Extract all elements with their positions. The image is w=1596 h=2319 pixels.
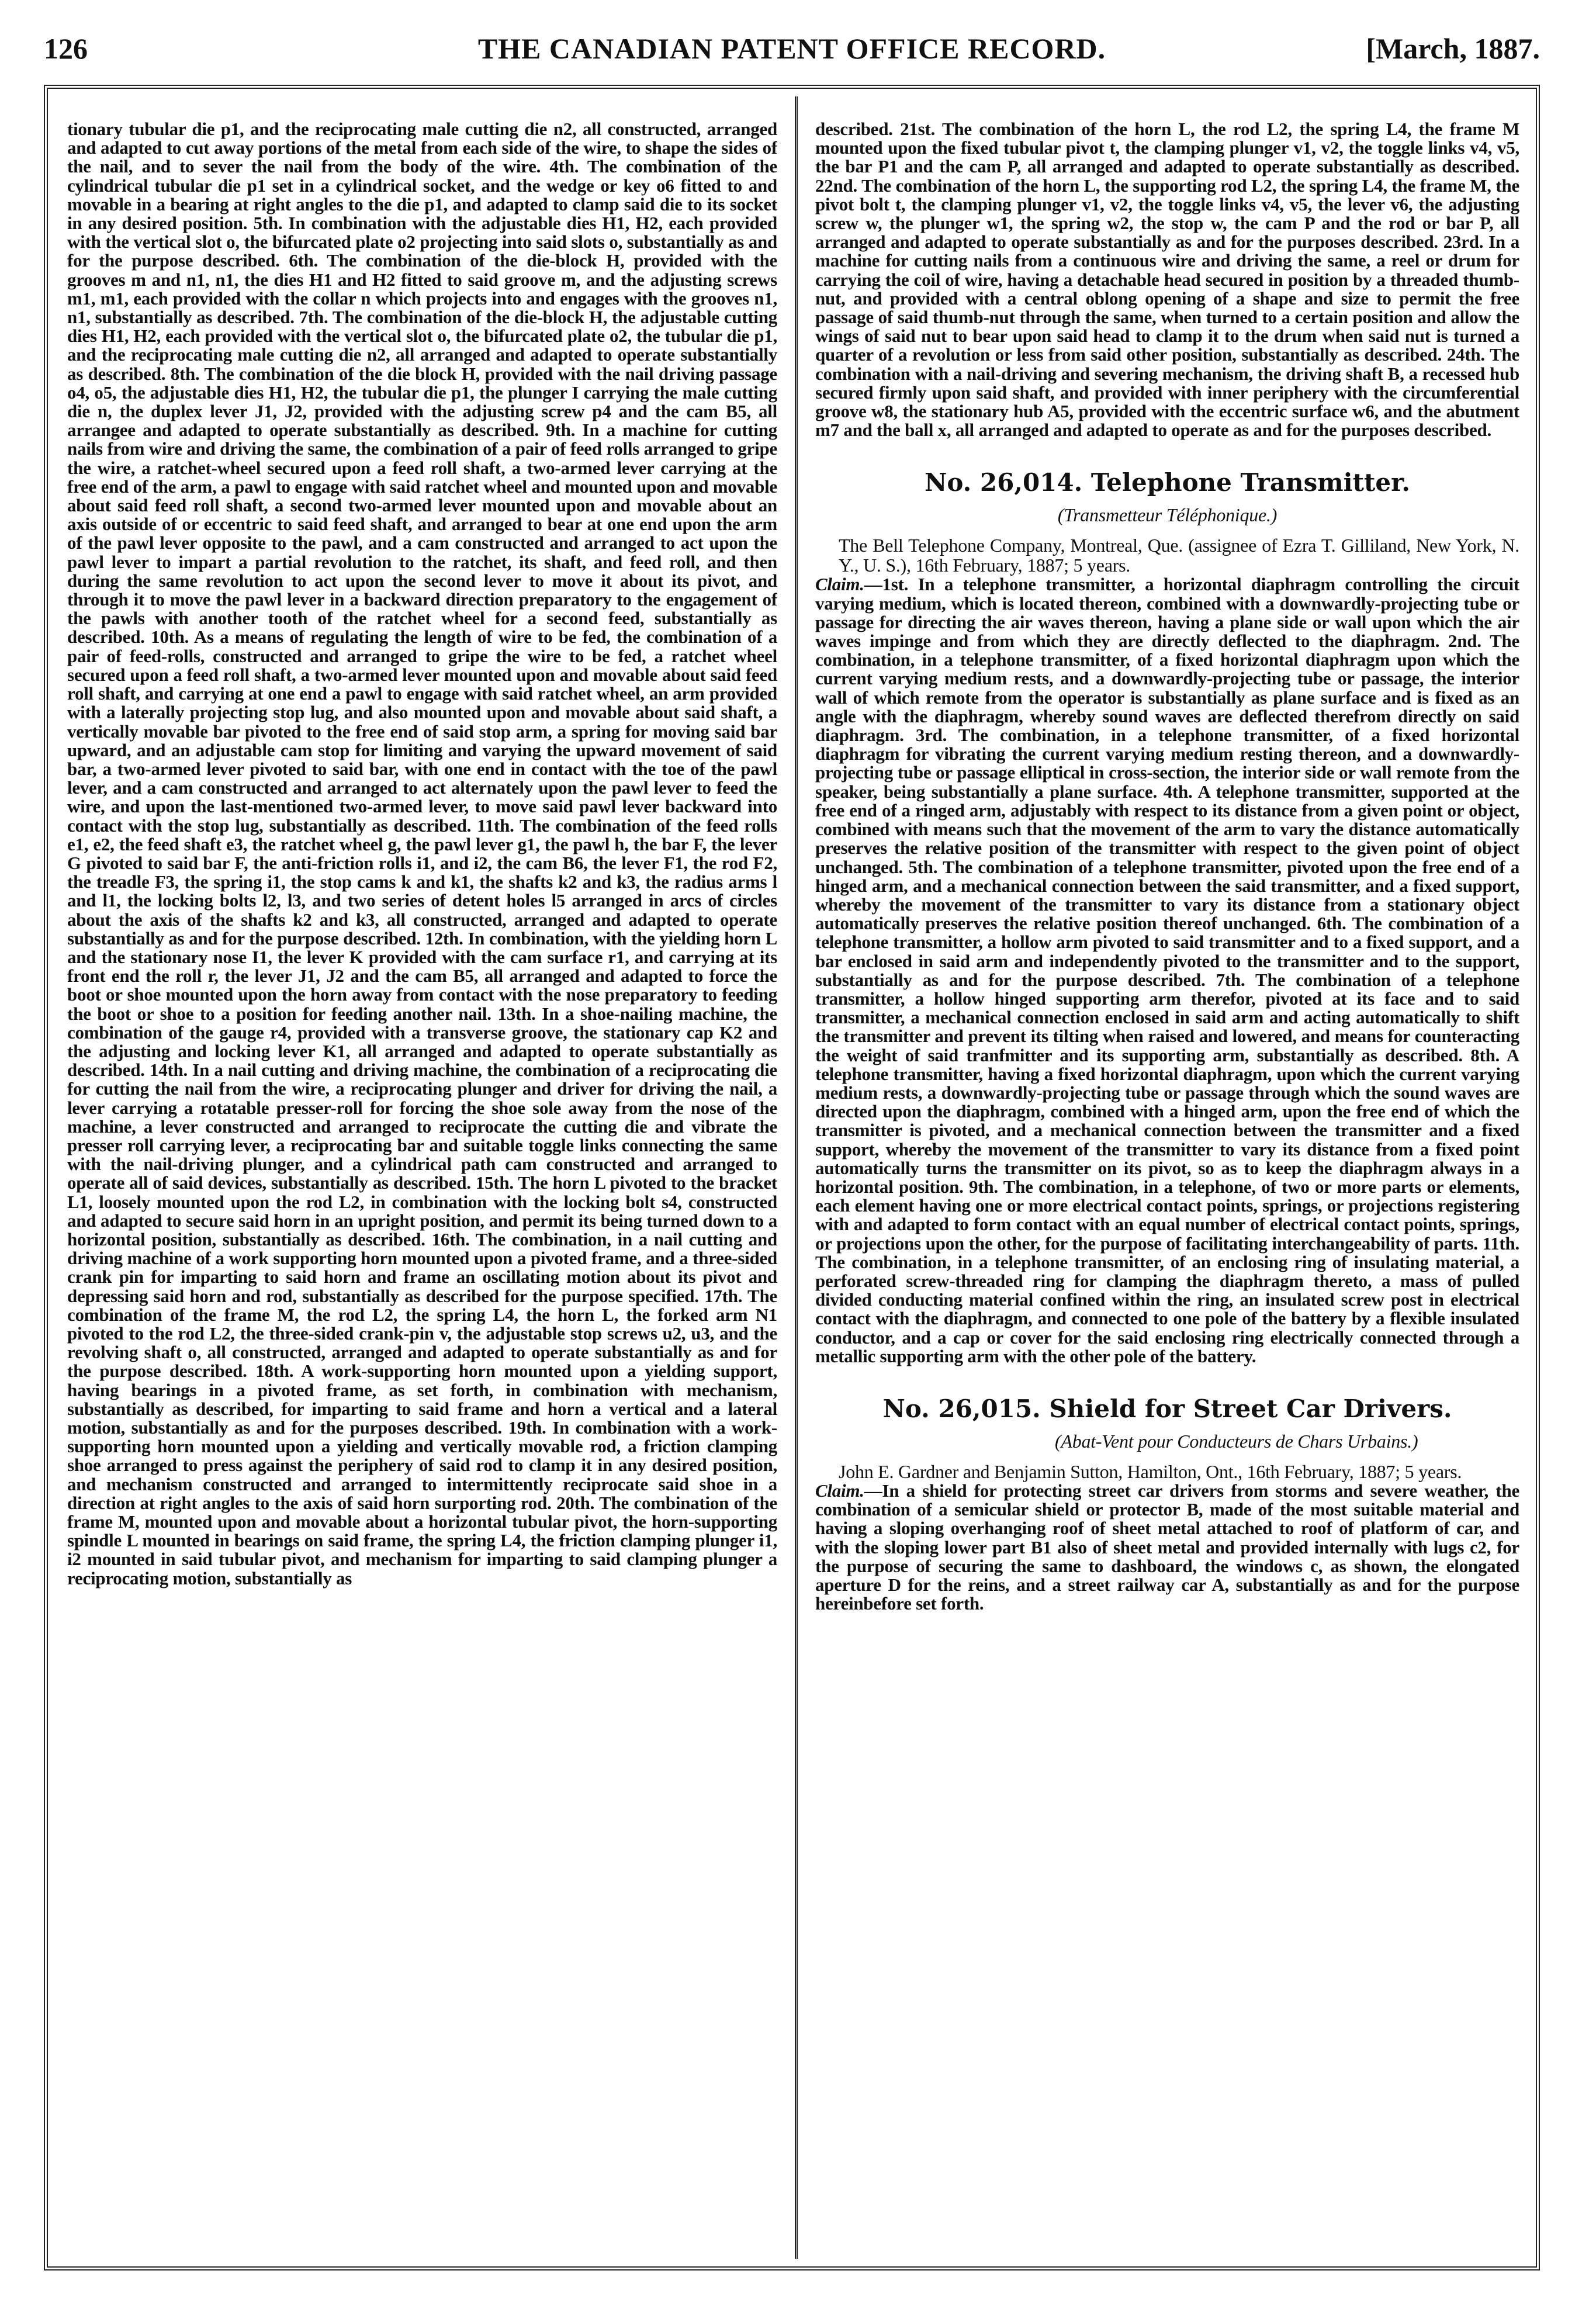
patent-assignee: The Bell Telephone Company, Montreal, Que. (assignee of Ezra T. Gilliland, New York, N. Y., U. S.), 16th February, 1887; 5 years. [839, 535, 1519, 576]
patent-entry [815, 468, 1519, 1366]
patent-subtitle: (Abat-Vent pour Conducteurs de Chars Urbains.) [1055, 1430, 1418, 1452]
patent-subtitle: (Transmetteur Téléphonique.) [1057, 504, 1278, 526]
claims-continuation-left: tionary tubular die p1, and the reciprocating male cutting die n2, all constructed, arranged and adapted to cut away portions of the metal from each side of the wire, to shape the sides of the nail, and to sever the nail from the body of the wire. 4th. The combination of the cylindrical tubular die p1 set in a cylindrical socket, and the wedge or key o6 fitted to and movable in a bearing at right angles to the die p1, and adapted to clamp said die to its socket in any desired position. 5th. In combination with the adjustable dies H1, H2, each provided with the vertical slot o, the bifurcated plate o2 projecting into said slots o, substantially as and for the purpose described. 6th. The combination of the die-block H, provided with the grooves m and n1, n1, the dies H1 and H2 fitted to said groove m, and the adjusting screws m1, m1, each provided with the collar n which projects into and engages with the grooves n1, n1, substantially as described. 7th. The combination of the die-block H, the adjustable cutting dies H1, H2, each provided with the vertical slot o, the bifurcated plate o2, the tubular die p1, and the reciprocating male cutting die n2, all arranged and adapted to operate substantially as described. 8th. The combination of the die block H, provided with the nail driving passage o4, o5, the adjustable dies H1, H2, the tubular die p1, the plunger I carrying the male cutting die n, the duplex lever J1, J2, provided with the adjusting screw p4 and the cam B5, all arrangee and adapted to operate substantially as described. 9th. In a machine for cutting nails from wire and driving the same, the combination of a pair of feed rolls arranged to gripe the wire, a ratchet-wheel secured upon a feed roll shaft, a two-armed lever carrying at the free end of the arm, a pawl to engage with said ratchet wheel and mounted upon and movable about said feed roll shaft, a second two-armed lever mounted upon and movable about an axis outside of or eccentric to said feed shaft, and arranged to bear at one end upon the arm of the pawl lever opposite to the pawl, and a cam constructed and arranged to act upon the pawl lever to impart a partial revolution to the ratchet, its shaft, and feed roll, and then during the same revolution to act upon the second lever to move it about its pivot, and through it to move the pawl lever in a backward direction preparatory to the engagement of the pawls with another tooth of the ratchet wheel for a second feed, substantially as described. 10th. As a means of regulating the length of wire to be fed, the combination of a pair of feed-rolls, constructed and arranged to gripe the wire to be fed, a ratchet wheel secured upon a feed roll shaft, a two-armed lever mounted upon and movable about said feed roll shaft, and carrying at one end a pawl to engage with said ratchet wheel, an arm provided with a laterally projecting stop lug, and also mounted upon and movable about said shaft, a vertically movable bar pivoted to the free end of said stop arm, a spring for moving said bar upward, and an adjustable cam stop for limiting and varying the upward movement of said bar, a two-armed lever pivoted to said bar, with one end in contact with the toe of the pawl lever, and a cam constructed and arranged to act alternately upon the pawl lever to feed the wire, and upon the last-mentioned two-armed lever, to move said pawl lever backward into contact with the stop lug, substantially as described. 11th. The combination of the feed rolls e1, e2, the feed shaft e3, the ratchet wheel g, the pawl lever g1, the pawl h, the bar F, the lever G pivoted to said bar F, the anti-friction rolls i1, and i2, the cam B6, the lever F1, the rod F2, the treadle F3, the spring i1, the stop cams k and k1, the shafts k2 and k3, the radius arms l and l1, the locking bolts l2, l3, and two series of detent holes l5 arranged in arcs of circles about the axis of the shafts k2 and k3, all constructed, arranged and adapted to operate substantially as and for the purpose described. 12th. In combination, with the yielding horn L and the stationary nose I1, the lever K provided with the cam surface r1, and carrying at its front end the roll r, the lever J1, J2 and the cam B5, all arranged and adapted to force the boot or shoe mounted upon the horn away from contact with the nose preparatory to feeding the boot or shoe to a position for feeding another nail. 13th. In a shoe-nailing machine, the combination of the gauge r4, provided with a transverse groove, the stationary cap K2 and the adjusting and locking lever K1, all arranged and adapted to operate substantially as described. 14th. In a nail cutting and driving machine, the combination of a reciprocating die for cutting the nail from the wire, a reciprocating plunger and driver for driving the nail, a lever carrying a rotatable presser-roll for forcing the shoe sole away from the nose of the machine, a lever constructed and arranged to reciprocate the cutting die and vibrate the presser roll carrying lever, a reciprocating bar and suitable toggle links connecting the same with the nail-driving plunger, and a cylindrical path cam constructed and arranged to operate all of said devices, substantially as described. 15th. The horn L pivoted to the bracket L1, loosely mounted upon the rod L2, in combination with the locking bolt s4, constructed and adapted to secure said horn in an upright position, and permit its being turned down to a horizontal position, substantially as described. 16th. The combination, in a nail cutting and driving machine of a work supporting horn mounted upon a pivoted frame, and a three-sided crank pin for imparting to said horn and frame an oscillating motion about its pivot and depressing said horn and rod, substantially as described for the purpose specified. 17th. The combination of the frame M, the rod L2, the spring L4, the horn L, the forked arm N1 pivoted to the rod L2, the three-sided crank-pin v, the adjustable stop screws u2, u3, and the revolving shaft o, all constructed, arranged and adapted to operate substantially as and for the purpose described. 18th. A work-supporting horn mounted upon a yielding support, having bearings in a pivoted frame, as set forth, in combination with mechanism, substantially as described, for imparting to said frame and horn a vertical and a lateral motion, substantially as and for the purposes described. 19th. In combination with a work-supporting horn mounted upon a yielding and vertically movable rod, a friction clamping shoe arranged to press against the periphery of said rod to clamp it in any desired position, and mechanism constructed and arranged to intermittently reciprocate said shoe in a direction at right angles to the axis of said horn surporting rod. 20th. The combination of the frame M, mounted upon and movable about a horizontal tubular pivot, the horn-supporting spindle L mounted in bearings on said frame, the spring L4, the friction clamping plunger i1, i2 mounted in said tubular pivot, and mechanism for imparting to said clamping plunger a reciprocating motion, substantially as [67, 120, 777, 1588]
patent-heading: No. 26,015. Shield for Street Car Drivers. [882, 1394, 1452, 1423]
patent-assignee: John E. Gardner and Benjamin Sutton, Hamilton, Ont., 16th February, 1887; 5 years. [839, 1460, 1462, 1482]
claim-label: Claim. [815, 574, 864, 595]
publication-title: THE CANADIAN PATENT OFFICE RECORD. [477, 32, 1106, 65]
right-column [815, 120, 1519, 2247]
patent-claim [815, 1482, 1519, 1613]
claim-text: —1st. In a telephone transmitter, a horizontal diaphragm controlling the circuit varying medium, which is located thereon, combined with a downwardly-projecting tube or passage for directing the air waves thereon, having a plane side or wall upon which the air waves impinge and from which they are directly deflected to the diaphragm. 2nd. The combination, in a telephone transmitter, of a fixed horizontal diaphragm upon which the current varying medium rests, and a downwardly-projecting tube or passage, the interior wall of which remote from the operator is substantially as plane surface and is fixed as an angle with the diaphragm, whereby sound waves are deflected therefrom directly on said diaphragm. 3rd. The combination, in a telephone transmitter, of a fixed horizontal diaphragm for vibrating the current varying medium resting thereon, and a downwardly-projecting tube or passage elliptical in cross-section, the interior side or wall remote from the speaker, being substantially a plane surface. 4th. A telephone transmitter, supported at the free end of a ringed arm, adjustably with respect to its distance from a given point or object, combined with means such that the movement of the arm to vary the distance automatically preserves the relative position of the transmitter with respect to the given point of object unchanged. 5th. The combination of a telephone transmitter, pivoted upon the free end of a hinged arm, and a mechanical connection between the said transmitter, and a fixed support, whereby the movement of the transmitter to vary its distance from a stationary object automatically preserves the relative position thereof unchanged. 6th. The combination of a telephone transmitter, a hollow arm pivoted to said transmitter and to a fixed support, and a bar enclosed in said arm and independently pivoted to the transmitter and to the support, substantially as and for the purpose described. 7th. The combination of a telephone transmitter, a hollow hinged supporting arm therefor, pivoted at its face and to said transmitter, a mechanical connection enclosed in said arm and acting automatically to shift the transmitter and prevent its tilting when raised and lowered, and means for counteracting the weight of said tranfmitter and its supporting arm, substantially as described. 8th. A telephone transmitter, having a fixed horizontal diaphragm, upon which the current varying medium rests, a downwardly-projecting tube or passage through which the sound waves are directed upon the diaphragm, combined with a hinged arm, upon the free end of which the transmitter is pivoted, and a mechanical connection between the transmitter and a fixed support, whereby the movement of the transmitter to vary its distance from a fixed point automatically turns the transmitter on its pivot, so as to keep the diaphragm always in a horizontal position. 9th. The combination, in a telephone, of two or more parts or elements, each element having one or more electrical contact points, springs, or projections registering with and adapted to form contact with an equal number of electrical contact points, springs, or projections upon the other, for the purpose of facilitating interchangeability of parts. 11th. The combination, in a telephone transmitter, of an enclosing ring of insulating material, a perforated screw-threaded ring for clamping the diaphragm thereto, a mass of pulled divided conducting material confined within the ring, an insulated screw post in electrical contact with the diaphragm, and connected to one pole of the battery by a flexible insulated conductor, and a cap or cover for the said enclosing ring electrically connected through a metallic supporting arm with the other pole of the battery. [815, 574, 1519, 1366]
patent-claim [815, 575, 1519, 1366]
patent-entry [815, 1394, 1519, 1613]
claim-label: Claim. [815, 1480, 864, 1501]
claim-text: —In a shield for protecting street car drivers from storms and severe weather, the combination of a semicular shield or protector B, made of the most suitable material and having a sloping overhanging roof of sheet metal attached to roof of platform of car, and with the sloping lower part B1 also of sheet metal and provided internally with lugs c2, for the purpose of securing the same to dashboard, the windows c, as shown, the elongated aperture D for the reins, and a street railway car A, substantially as and for the purpose hereinbefore set forth. [815, 1480, 1519, 1614]
claims-continuation-right: described. 21st. The combination of the horn L, the rod L2, the spring L4, the frame M mounted upon the fixed tubular pivot t, the clamping plunger v1, v2, the toggle links v4, v5, the bar P1 and the cam P, all arranged and adapted to operate substantially as described. 22nd. The combination of the horn L, the supporting rod L2, the spring L4, the frame M, the pivot bolt t, the clamping plunger v1, v2, the toggle links v4, v5, the lever v6, the adjusting screw w, the plunger w1, the spring w2, the stop w, the cam P and the rod or bar P, all arranged and adapted to operate substantially as and for the purposes described. 23rd. In a machine for cutting nails from a continuous wire and driving the same, a reel or drum for carrying the coil of wire, having a detachable head secured in position by a threaded thumb-nut, and provided with a central oblong opening of a shape and size to permit the free passage of said thumb-nut through the same, when turned to a certain position and allow the wings of said nut to bear upon said head to clamp it to the drum when said nut is turned a quarter of a revolution or less from said other position, substantially as described. 24th. The combination with a nail-driving and severing mechanism, the driving shaft B, a recessed hub secured firmly upon said shaft, and provided with inner periphery with the circumferential groove w8, the stationary hub A5, provided with the eccentric surface w6, and the abutment m7 and the ball x, all arranged and adapted to operate as and for the purposes described. [815, 120, 1519, 441]
column-divider [795, 96, 798, 2259]
page-header [44, 28, 1540, 75]
page-number: 126 [44, 32, 88, 65]
patent-heading: No. 26,014. Telephone Transmitter. [924, 468, 1411, 497]
issue-date: [March, 1887. [1366, 32, 1540, 65]
left-column [67, 120, 777, 2247]
